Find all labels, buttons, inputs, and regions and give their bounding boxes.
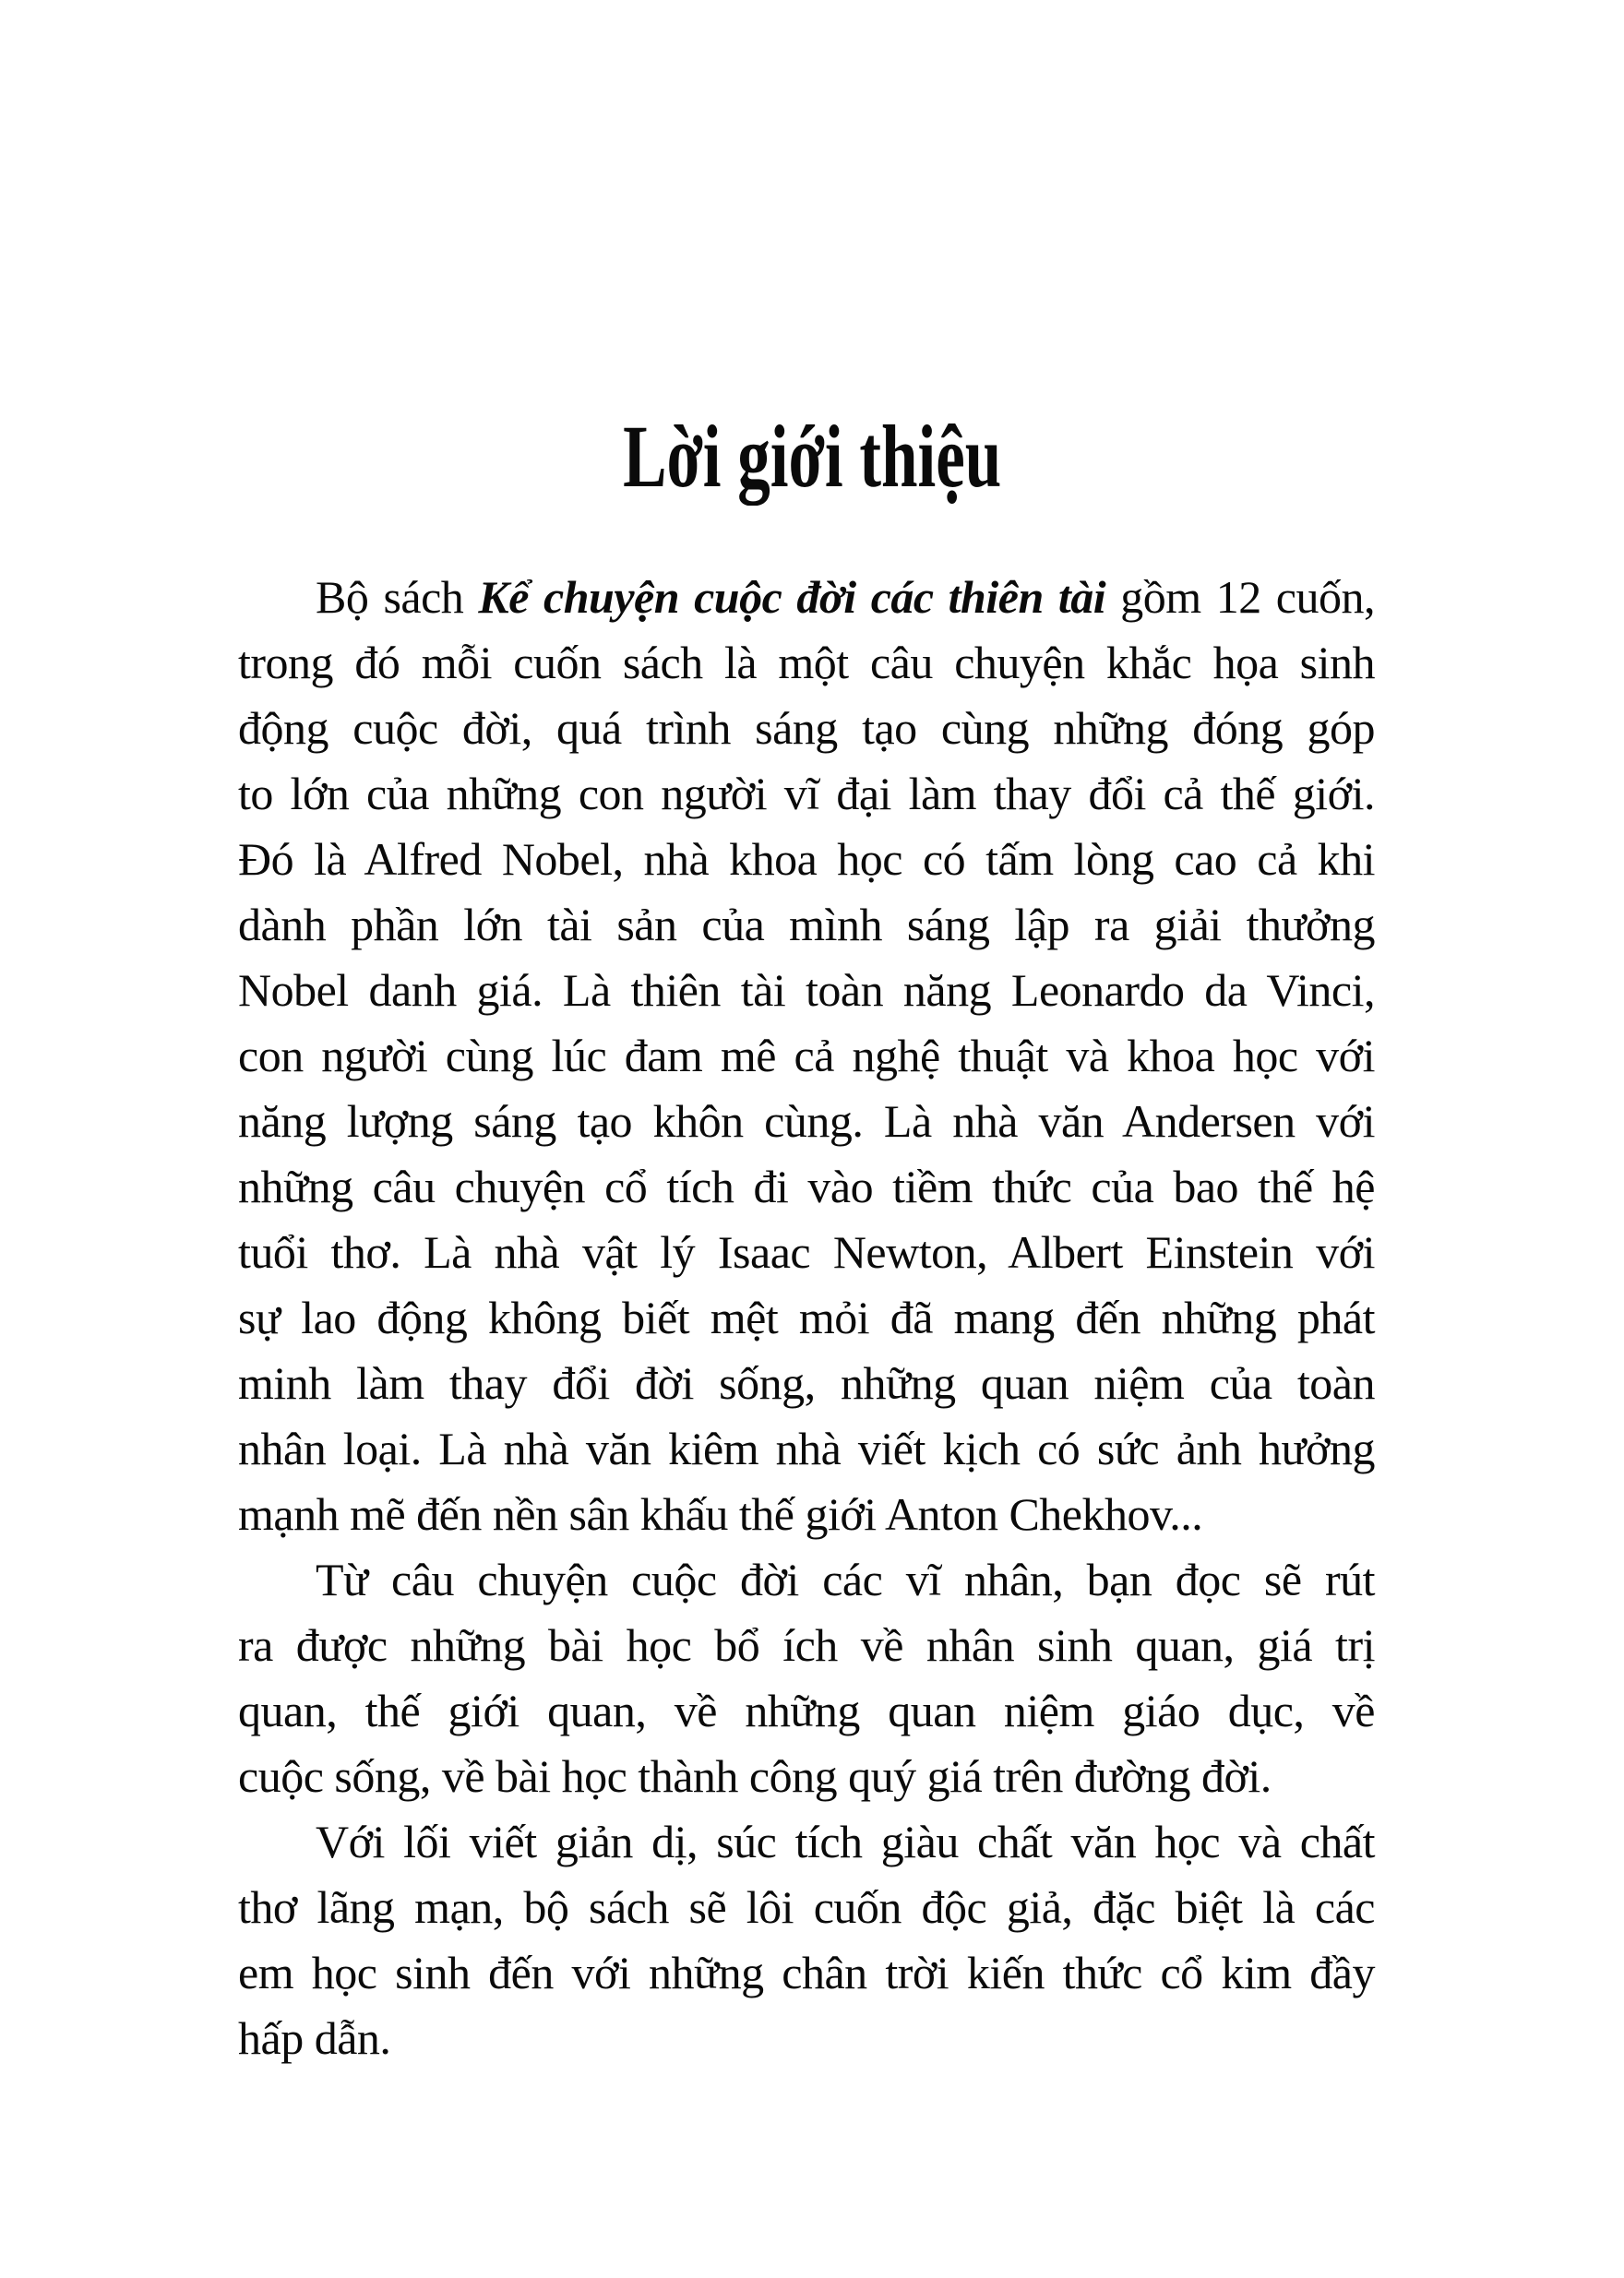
body-line-21: thơ lãng mạn, bộ sách sẽ lôi cuốn độc giả, đặc biệt là các	[238, 1881, 1375, 1933]
body-line-1	[238, 565, 1375, 630]
body-line-10: những câu chuyện cổ tích đi vào tiềm thức của bao thế hệ	[238, 1161, 1375, 1212]
body-line-9: năng lượng sáng tạo khôn cùng. Là nhà văn Andersen với	[238, 1095, 1375, 1147]
body-line-2: trong đó mỗi cuốn sách là một câu chuyện khắc họa sinh	[238, 637, 1375, 688]
body-line-8: con người cùng lúc đam mê cả nghệ thuật và khoa học với	[238, 1030, 1375, 1081]
body-line-3: động cuộc đời, quá trình sáng tạo cùng những đóng góp	[238, 702, 1375, 754]
body-line-5: Đó là Alfred Nobel, nhà khoa học có tấm lòng cao cả khi	[238, 833, 1375, 885]
body-line-20: Với lối viết giản dị, súc tích giàu chất văn học và chất	[316, 1816, 1375, 1867]
body-text: Bộ sách	[316, 571, 479, 623]
series-title-italic: Kể chuyện cuộc đời các thiên tài	[478, 571, 1106, 623]
body-line-7: Nobel danh giá. Là thiên tài toàn năng Leonardo da Vinci,	[238, 964, 1375, 1016]
body-line-15: mạnh mẽ đến nền sân khấu thế giới Anton Chekhov...	[238, 1488, 1203, 1540]
body-text: gồm 12 cuốn,	[1105, 571, 1375, 623]
body-line-4: to lớn của những con người vĩ đại làm thay đổi cả thế giới.	[238, 768, 1375, 819]
body-line-16: Từ câu chuyện cuộc đời các vĩ nhân, bạn đọc sẽ rút	[316, 1554, 1375, 1605]
body-line-22: em học sinh đến với những chân trời kiến thức cổ kim đầy	[238, 1947, 1375, 1998]
body-line-12: sự lao động không biết mệt mỏi đã mang đến những phát	[238, 1292, 1375, 1343]
paragraph-2	[238, 1547, 1375, 1809]
body-line-18: quan, thế giới quan, về những quan niệm giáo dục, về	[238, 1685, 1375, 1736]
paragraph-1	[238, 565, 1375, 1547]
title-row	[0, 407, 1624, 506]
body-line-17: ra được những bài học bổ ích về nhân sinh quan, giá trị	[238, 1619, 1375, 1671]
body-line-6: dành phần lớn tài sản của mình sáng lập ra giải thưởng	[238, 899, 1375, 950]
body-line-23: hấp dẫn.	[238, 2012, 391, 2064]
page-body	[238, 565, 1375, 2071]
body-line-13: minh làm thay đổi đời sống, những quan niệm của toàn	[238, 1357, 1375, 1409]
page-title: Lời giới thiệu	[622, 407, 1002, 506]
body-line-11: tuổi thơ. Là nhà vật lý Isaac Newton, Albert Einstein với	[238, 1226, 1375, 1278]
body-line-19: cuộc sống, về bài học thành công quý giá trên đường đời.	[238, 1750, 1272, 1802]
paragraph-3	[238, 1809, 1375, 2071]
body-line-14: nhân loại. Là nhà văn kiêm nhà viết kịch có sức ảnh hưởng	[238, 1423, 1375, 1474]
